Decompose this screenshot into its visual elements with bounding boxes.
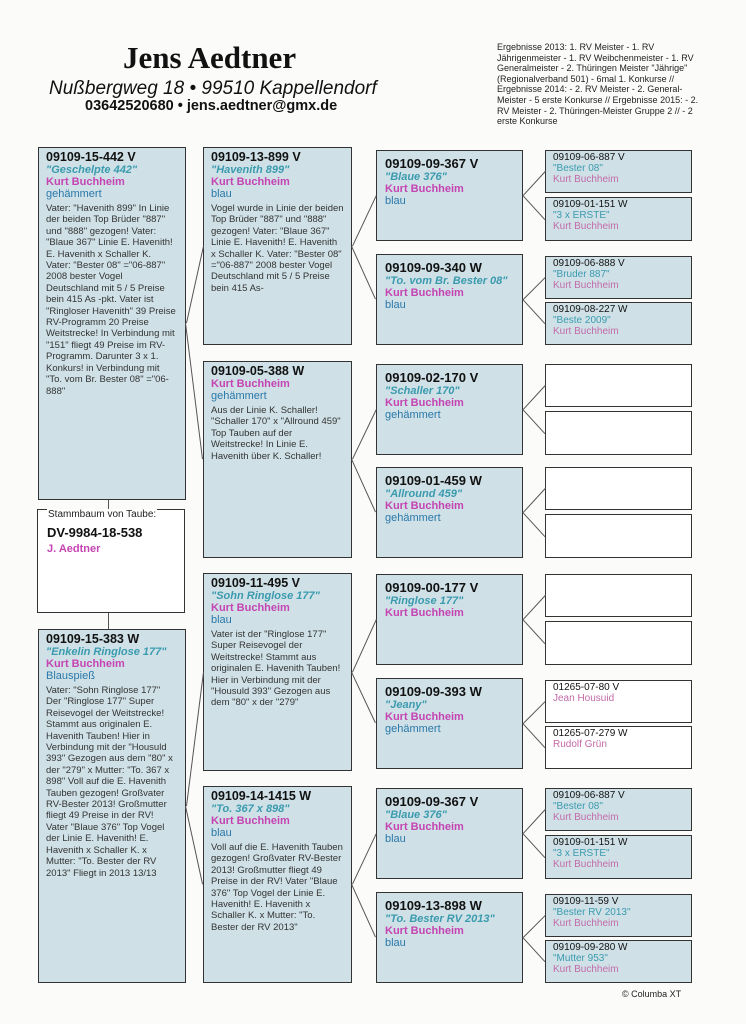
connector-line (352, 409, 377, 459)
connector-line (523, 595, 546, 620)
ancestor-box (545, 835, 692, 879)
ring-number: 09109-11-59 V (553, 896, 619, 907)
connector-line (522, 512, 545, 537)
parent-box-father (38, 147, 186, 500)
ancestor-box (545, 680, 692, 723)
owner-name: Kurt Buchheim (385, 607, 464, 619)
ring-number: 09109-08-227 W (553, 304, 628, 315)
owner-name: Kurt Buchheim (385, 711, 464, 723)
connector-line (186, 246, 204, 323)
pigeon-nickname: "Havenith 899" (211, 164, 290, 176)
ancestor-box (545, 150, 692, 193)
pigeon-nickname: "Sohn Ringlose 177" (211, 590, 320, 602)
great-grandparent-box (376, 364, 523, 455)
owner-name: Kurt Buchheim (553, 326, 619, 337)
ancestor-box-empty (545, 364, 692, 407)
connector-line (523, 385, 546, 410)
owner-name: Kurt Buchheim (553, 812, 619, 823)
ring-number: 09109-14-1415 W (211, 789, 312, 803)
parent-box-mother (38, 629, 186, 983)
pigeon-color: Blauspieß (46, 670, 95, 682)
ancestor-box-empty (545, 514, 692, 558)
pigeon-description: Aus der Linie K. Schaller! "Schaller 170" x "Allround 459" Top Tauben auf der Weitstrecke! In Linie E. Havenith über K. Schaller! (211, 405, 341, 462)
ancestor-box (545, 788, 692, 831)
pigeon-color: blau (385, 299, 406, 311)
owner-name: Kurt Buchheim (211, 378, 290, 390)
pigeon-nickname: "To. Bester RV 2013" (385, 913, 495, 925)
ancestor-box-empty (545, 467, 692, 510)
pigeon-description: Vater: "Sohn Ringlose 177" Der "Ringlose 177" Super Reisevogel der Weitstrecke! Stammt aus originalen E. Havenith Tauben! Hier in Verbindung mit der "Housuld 393" Gezogen aus dem "80" x der "279" x Mutter: "To. 367 x 898" Voll auf die E. Havenith Tauben gezogen! Großvater RV-Bester 2013! Großmutter fliegt 49 Preise in der RV! Vater "Blaue 376" Top Vogel der Linie E. Havenith! E. Havenith x Schaller K. x Mutter: "To. Bester der RV 2013" Fliegt in 2013 13/13 (46, 685, 173, 879)
breeder-name: Jens Aedtner (123, 40, 297, 75)
owner-name: Jean Housuid (553, 693, 615, 704)
ring-number: 09109-00-177 V (385, 580, 479, 595)
ring-number: 09109-11-495 V (211, 576, 300, 590)
ancestor-box (545, 940, 692, 983)
connector-line (352, 195, 377, 246)
ancestor-box-empty (545, 411, 692, 455)
ancestor-box-empty (545, 621, 692, 665)
subject-owner: J. Aedtner (47, 543, 101, 555)
connector-line (522, 723, 545, 748)
ring-number: 09109-06-887 V (553, 152, 625, 163)
owner-name: Kurt Buchheim (385, 287, 464, 299)
pigeon-nickname: "Bester 08" (553, 801, 603, 812)
connector-line (523, 488, 546, 513)
grandparent-box (203, 573, 352, 771)
subject-box (37, 509, 185, 613)
great-grandparent-box (376, 150, 523, 241)
grandparent-box (203, 786, 352, 983)
pigeon-nickname: "To. 367 x 898" (211, 803, 290, 815)
great-grandparent-box (376, 254, 523, 345)
pigeon-nickname: "Beste 2009" (553, 315, 611, 326)
connector-line (522, 937, 545, 962)
grandparent-box (203, 147, 352, 345)
pigeon-nickname: "Jeany" (385, 699, 427, 711)
ring-number: 09109-15-442 V (46, 150, 136, 164)
connector-line (351, 246, 376, 299)
connector-line (523, 171, 546, 196)
ring-number: 09109-02-170 V (385, 370, 479, 385)
pigeon-nickname: "Bester 08" (553, 163, 603, 174)
owner-name: Kurt Buchheim (385, 925, 464, 937)
pigeon-nickname: "Enkelin Ringlose 177" (46, 646, 167, 658)
owner-name: Kurt Buchheim (553, 964, 619, 975)
connector-line (351, 884, 376, 937)
owner-name: Kurt Buchheim (553, 221, 619, 232)
pigeon-nickname: "3 x ERSTE" (553, 210, 610, 221)
connector-line (522, 299, 545, 324)
pigeon-nickname: "Allround 459" (385, 488, 463, 500)
connector-line (351, 459, 376, 512)
pigeon-color: blau (211, 614, 232, 626)
pigeon-nickname: "Bruder 887" (553, 269, 610, 280)
pigeon-nickname: "To. vom Br. Bester 08" (385, 275, 508, 287)
connector-line (185, 323, 203, 459)
pigeon-color: blau (385, 937, 406, 949)
ring-number: 09109-09-367 V (385, 156, 479, 171)
pigeon-color: gehämmert (385, 512, 441, 524)
connector-line (523, 809, 546, 834)
connector-line (108, 613, 109, 629)
connector-line (522, 619, 545, 644)
ring-number: 09109-01-459 W (385, 473, 482, 488)
ring-number: 09109-06-888 V (553, 258, 625, 269)
pigeon-nickname: "Blaue 376" (385, 171, 447, 183)
ring-number: 01265-07-80 V (553, 682, 620, 693)
connector-line (352, 619, 377, 672)
owner-name: Kurt Buchheim (211, 176, 290, 188)
breeder-address: Nußbergweg 18 • 99510 Kappellendorf (49, 78, 377, 99)
connector-line (351, 672, 376, 723)
subject-label: Stammbaum von Taube: (48, 509, 157, 520)
pigeon-color: gehämmert (211, 390, 267, 402)
pigeon-nickname: "Geschelpte 442" (46, 164, 138, 176)
pigeon-nickname: "Bester RV 2013" (553, 907, 631, 918)
ring-number: 09109-05-388 W (211, 364, 305, 378)
great-grandparent-box (376, 467, 523, 558)
great-grandparent-box (376, 678, 523, 769)
owner-name: Kurt Buchheim (46, 658, 125, 670)
connector-line (522, 195, 545, 220)
ring-number: 09109-06-887 V (553, 790, 625, 801)
connector-line (523, 277, 546, 300)
owner-name: Kurt Buchheim (553, 174, 619, 185)
pigeon-nickname: "3 x ERSTE" (553, 848, 610, 859)
ancestor-box (545, 726, 692, 769)
pigeon-description: Vater: "Havenith 899" In Linie der beiden Top Brüder "887" und "888" gezogen! Vater: "Blaue 367" Linie E. Havenith! E. Havenith x Schaller K. Vater: "Bester 08" ="06-887" 2008 bester Vogel Deutschland mit 5 / 5 Preise bein 415 As -pkt. Vater ist "Ringloser Havenith" 39 Preise RV-Programm 20 Preise Weitstrecke! In Verbindung mit "151" fliegt 49 Preise im RV-Programm. Darunter 3 x 1. Konkurs! in Verbindung mit "To. vom Br. Bester 08" ="06-888" (46, 203, 176, 397)
owner-name: Kurt Buchheim (211, 602, 290, 614)
subject-ring: DV-9984-18-538 (47, 525, 143, 540)
owner-name: Kurt Buchheim (211, 815, 290, 827)
great-grandparent-box (376, 892, 523, 983)
ring-number: 09109-01-151 W (553, 837, 628, 848)
connector-line (522, 409, 545, 434)
ring-number: 09109-09-280 W (553, 942, 628, 953)
pigeon-color: blau (385, 833, 406, 845)
owner-name: Kurt Buchheim (553, 918, 619, 929)
ancestor-box (545, 256, 692, 299)
ring-number: 09109-09-367 V (385, 794, 479, 809)
ring-number: 09109-09-340 W (385, 260, 482, 275)
connector-line (185, 806, 203, 884)
pigeon-nickname: "Ringlose 177" (385, 595, 464, 607)
connector-line (522, 833, 545, 858)
pigeon-description: Vater ist der "Ringlose 177" Super Reisevogel der Weitstrecke! Stammt aus originalen E. Havenith Tauben! Hier in Verbindung mit der "Housuld 393" Gezogen aus dem "80" x der "279" (211, 629, 341, 709)
pigeon-color: gehämmert (385, 723, 441, 735)
ancestor-box-empty (545, 574, 692, 617)
results-summary: Ergebnisse 2013: 1. RV Meister - 1. RV Jährigenmeister - 1. RV Weibchenmeister - 1. RV Generalmeister - 2. Thüringen Meister "Jährige" (Regionalverband 501) - 6mal 1. Konkurse // Ergebnisse 2014: - 2. RV Meister - 2. General-Meister - 5 erste Konkurse // Ergebnisse 2015: - 2. RV Meister - 2. Thüringen-Meister Gruppe 2 // - 2 erste Konkurse (497, 42, 699, 127)
ancestor-box (545, 894, 692, 937)
connector-line (108, 500, 109, 509)
owner-name: Rudolf Grün (553, 739, 607, 750)
ring-number: 01265-07-279 W (553, 728, 628, 739)
ring-number: 09109-01-151 W (553, 199, 628, 210)
ring-number: 09109-13-899 V (211, 150, 301, 164)
owner-name: Kurt Buchheim (385, 500, 464, 512)
ring-number: 09109-09-393 W (385, 684, 482, 699)
ancestor-box (545, 197, 692, 241)
pigeon-nickname: "Blaue 376" (385, 809, 447, 821)
breeder-contact: 03642520680 • jens.aedtner@gmx.de (85, 98, 338, 114)
pigeon-description: Vogel wurde in Linie der beiden Top Brüder "887" und "888" gezogen! Vater: "Blaue 367" Linie E. Havenith! E. Havenith x Schaller K. Vater: "Bester 08" ="06-887" 2008 bester Vogel Deutschland mit 5 / 5 Preise bein 415 As- (211, 203, 344, 294)
pigeon-color: gehämmert (46, 188, 102, 200)
owner-name: Kurt Buchheim (385, 397, 464, 409)
great-grandparent-box (376, 574, 523, 665)
grandparent-box (203, 361, 352, 558)
ring-number: 09109-13-898 W (385, 898, 482, 913)
connector-line (186, 672, 204, 806)
pigeon-color: gehämmert (385, 409, 441, 421)
owner-name: Kurt Buchheim (385, 183, 464, 195)
pigeon-color: blau (385, 195, 406, 207)
pigeon-nickname: "Mutter 953" (553, 953, 608, 964)
connector-line (523, 701, 546, 724)
ancestor-box (545, 302, 692, 345)
owner-name: Kurt Buchheim (385, 821, 464, 833)
pigeon-description: Voll auf die E. Havenith Tauben gezogen! Großvater RV-Bester 2013! Großmutter fliegt 49 Preise in der RV! Vater "Blaue 376" Top Vogel der Linie E. Havenith! E. Havenith x Schaller K. x Mutter: "To. Bester der RV 2013" (211, 842, 343, 933)
great-grandparent-box (376, 788, 523, 879)
connector-line (352, 833, 377, 884)
pigeon-nickname: "Schaller 170" (385, 385, 460, 397)
pigeon-color: blau (211, 188, 232, 200)
pigeon-color: blau (211, 827, 232, 839)
footer-credit: © Columba XT (622, 989, 682, 999)
ring-number: 09109-15-383 W (46, 632, 140, 646)
owner-name: Kurt Buchheim (46, 176, 125, 188)
owner-name: Kurt Buchheim (553, 859, 619, 870)
connector-line (523, 915, 546, 938)
owner-name: Kurt Buchheim (553, 280, 619, 291)
